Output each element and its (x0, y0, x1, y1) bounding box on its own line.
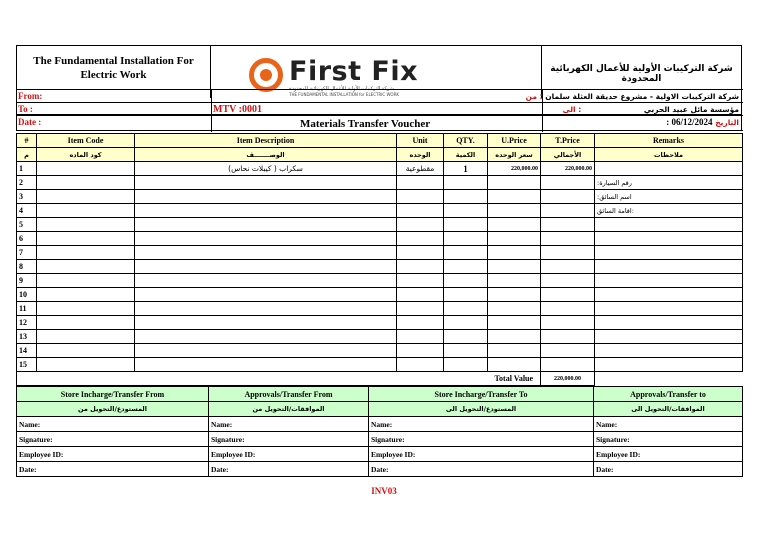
approvals-table (16, 386, 743, 477)
qty-cell (444, 176, 488, 190)
qty-cell: 1 (444, 162, 488, 176)
sign-field[interactable]: Date: (369, 462, 594, 477)
item-code-cell (37, 274, 135, 288)
uprice-cell (488, 344, 541, 358)
item-desc-cell (135, 358, 397, 372)
sign-row (17, 417, 743, 432)
item-code-cell (37, 358, 135, 372)
unit-cell (397, 204, 444, 218)
qty-cell (444, 358, 488, 372)
voucher-title: Materials Transfer Voucher (300, 118, 431, 130)
qty-cell (444, 330, 488, 344)
item-code-cell (37, 232, 135, 246)
item-code-cell (37, 246, 135, 260)
row-number: 6 (17, 232, 37, 246)
form-code: INV03 (371, 486, 397, 496)
tprice-cell (541, 232, 595, 246)
qty-cell (444, 218, 488, 232)
remarks-cell: اقامة السائق: (595, 204, 743, 218)
sign-field[interactable]: Date: (17, 462, 209, 477)
sign-field[interactable]: Name: (17, 417, 209, 432)
sign-field[interactable]: Employee ID: (594, 447, 743, 462)
unit-cell (397, 316, 444, 330)
sign-field[interactable]: Date: (594, 462, 743, 477)
uprice-cell (488, 232, 541, 246)
tprice-cell (541, 358, 595, 372)
qty-cell (444, 274, 488, 288)
unit-cell (397, 176, 444, 190)
store-from-head-ar: المستودع/التحويل من (17, 402, 209, 417)
sign-field[interactable]: Name: (369, 417, 594, 432)
tprice-cell: 220,000.00 (541, 162, 595, 176)
sign-field[interactable]: Employee ID: (369, 447, 594, 462)
row-number: 8 (17, 260, 37, 274)
item-desc-cell (135, 288, 397, 302)
table-row (17, 176, 743, 190)
logo-sub-en: THE FUNDAMENTAL INSTALLATION for ELECTRIC WORK (289, 92, 399, 97)
unit-cell (397, 246, 444, 260)
uprice-cell (488, 204, 541, 218)
col-head-uprice: U.Price (488, 134, 541, 148)
to-tag: : الى (562, 105, 582, 114)
col-head-tprice: T.Price (541, 134, 595, 148)
col-head-uprice-ar: سعر الوحده (488, 148, 541, 162)
item-code-cell (37, 162, 135, 176)
from-tag: : من (525, 92, 543, 101)
tprice-cell (541, 316, 595, 330)
header-row-ar (17, 148, 743, 162)
uprice-cell (488, 316, 541, 330)
remarks-cell (595, 232, 743, 246)
col-head-remarks: Remarks (595, 134, 743, 148)
table-row (17, 302, 743, 316)
col-head-code: Item Code (37, 134, 135, 148)
col-head-num-ar: م (17, 148, 37, 162)
unit-cell (397, 358, 444, 372)
qty-cell (444, 316, 488, 330)
table-row (17, 204, 743, 218)
item-desc-cell (135, 246, 397, 260)
tprice-cell (541, 302, 595, 316)
total-value: 220,000.00 (541, 372, 595, 386)
unit-cell (397, 190, 444, 204)
table-row (17, 330, 743, 344)
qty-cell (444, 288, 488, 302)
item-desc-cell (135, 302, 397, 316)
unit-cell (397, 302, 444, 316)
row-number: 15 (17, 358, 37, 372)
unit-cell: مقطوعية (397, 162, 444, 176)
tprice-cell (541, 204, 595, 218)
item-code-cell (37, 302, 135, 316)
table-row (17, 218, 743, 232)
unit-cell (397, 288, 444, 302)
remarks-cell (595, 274, 743, 288)
table-row (17, 260, 743, 274)
col-head-unit-ar: الوحده (397, 148, 444, 162)
uprice-cell (488, 176, 541, 190)
total-row (17, 372, 743, 386)
row-number: 12 (17, 316, 37, 330)
remarks-cell (595, 316, 743, 330)
date-label: Date : (18, 117, 42, 127)
approvals-to-head: Approvals/Transfer to (594, 387, 743, 402)
unit-cell (397, 260, 444, 274)
qty-cell (444, 232, 488, 246)
store-from-head: Store Incharge/Transfer From (17, 387, 209, 402)
tprice-cell (541, 218, 595, 232)
uprice-cell (488, 358, 541, 372)
items-table (16, 133, 743, 386)
item-desc-cell (135, 316, 397, 330)
remarks-cell: :رقم السيارة (595, 176, 743, 190)
sign-field[interactable]: Employee ID: (209, 447, 369, 462)
uprice-cell (488, 218, 541, 232)
table-row (17, 190, 743, 204)
tprice-cell (541, 288, 595, 302)
item-code-cell (37, 330, 135, 344)
table-row (17, 344, 743, 358)
sign-field[interactable]: Name: (209, 417, 369, 432)
item-desc-cell: سكراب ( كيبلات نحاس) (135, 162, 397, 176)
tprice-cell (541, 260, 595, 274)
remarks-cell (595, 162, 743, 176)
qty-cell (444, 246, 488, 260)
col-head-qty: QTY. (444, 134, 488, 148)
row-number: 2 (17, 176, 37, 190)
item-code-cell (37, 260, 135, 274)
col-head-desc-ar: الوصـــــــف (135, 148, 397, 162)
to-value: مؤسسة مائل عبيد الحربي (643, 105, 739, 114)
item-code-cell (37, 204, 135, 218)
sign-row (17, 432, 743, 447)
to-line (17, 102, 743, 115)
sign-field[interactable]: Signature: (369, 432, 594, 447)
row-number: 7 (17, 246, 37, 260)
item-desc-cell (135, 330, 397, 344)
sign-row (17, 447, 743, 462)
unit-cell (397, 274, 444, 288)
item-desc-cell (135, 218, 397, 232)
item-desc-cell (135, 176, 397, 190)
remarks-cell (595, 246, 743, 260)
sign-field[interactable]: Employee ID: (17, 447, 209, 462)
uprice-cell (488, 246, 541, 260)
approvals-to-head-ar: الموافقات/التحويل الى (594, 402, 743, 417)
approvals-head-ar (17, 402, 743, 417)
sign-field[interactable]: Signature: (594, 432, 743, 447)
row-number: 13 (17, 330, 37, 344)
table-row (17, 232, 743, 246)
col-head-desc: Item Description (135, 134, 397, 148)
item-desc-cell (135, 190, 397, 204)
table-row (17, 162, 743, 176)
table-row (17, 316, 743, 330)
uprice-cell (488, 260, 541, 274)
row-number: 1 (17, 162, 37, 176)
item-code-cell (37, 288, 135, 302)
unit-cell (397, 232, 444, 246)
uprice-cell (488, 302, 541, 316)
item-code-cell (37, 316, 135, 330)
qty-cell (444, 190, 488, 204)
date-value: 06/12/2024 : (666, 117, 713, 127)
uprice-cell (488, 330, 541, 344)
total-label: Total Value (488, 372, 541, 386)
logo-wordmark: First Fix (289, 56, 419, 87)
date-line (17, 115, 743, 131)
uprice-cell (488, 274, 541, 288)
item-code-cell (37, 190, 135, 204)
unit-cell (397, 344, 444, 358)
sign-field[interactable]: Signature: (17, 432, 209, 447)
row-number: 9 (17, 274, 37, 288)
approvals-from-head: Approvals/Transfer From (209, 387, 369, 402)
qty-cell (444, 204, 488, 218)
tprice-cell (541, 176, 595, 190)
unit-cell (397, 218, 444, 232)
remarks-cell (595, 344, 743, 358)
item-desc-cell (135, 232, 397, 246)
item-code-cell (37, 176, 135, 190)
tprice-cell (541, 246, 595, 260)
col-head-qty-ar: الكمية (444, 148, 488, 162)
remarks-cell (595, 288, 743, 302)
uprice-cell: 220,000.00 (488, 162, 541, 176)
sign-field[interactable]: Date: (209, 462, 369, 477)
remarks-cell (595, 358, 743, 372)
from-label: From: (18, 91, 43, 101)
uprice-cell (488, 288, 541, 302)
table-row (17, 358, 743, 372)
col-head-tprice-ar: الأجمالي (541, 148, 595, 162)
tprice-cell (541, 190, 595, 204)
item-desc-cell (135, 274, 397, 288)
unit-cell (397, 330, 444, 344)
store-to-head: Store Incharge/Transfer To (369, 387, 594, 402)
logo-ring-icon (249, 58, 283, 92)
item-desc-cell (135, 204, 397, 218)
qty-cell (444, 344, 488, 358)
remarks-cell (595, 218, 743, 232)
company-name-ar: شركة التركيبات الأولية للأعمال الكهربائية المحدودة (541, 46, 741, 98)
row-number: 4 (17, 204, 37, 218)
remarks-cell: :اسم السائق (595, 190, 743, 204)
approvals-head-en (17, 387, 743, 402)
item-code-cell (37, 218, 135, 232)
col-head-num: # (17, 134, 37, 148)
tprice-cell (541, 344, 595, 358)
from-value: شركة التركيبات الاولية - مشروع حديقة العثلة سلمان (545, 92, 739, 101)
voucher-sheet (16, 45, 742, 474)
qty-cell (444, 302, 488, 316)
sign-field[interactable]: Signature: (209, 432, 369, 447)
tprice-cell (541, 274, 595, 288)
to-label: To : (18, 104, 33, 114)
table-row (17, 246, 743, 260)
item-code-cell (37, 344, 135, 358)
col-head-code-ar: كود الماده (37, 148, 135, 162)
col-head-remarks-ar: ملاحظات (595, 148, 743, 162)
date-tag: التاريخ (715, 118, 739, 127)
header-row-en (17, 134, 743, 148)
col-head-unit: Unit (397, 134, 444, 148)
from-line (17, 89, 743, 102)
remarks-cell (595, 302, 743, 316)
row-number: 10 (17, 288, 37, 302)
company-name-en: The Fundamental Installation For Electric Work (17, 46, 211, 98)
uprice-cell (488, 190, 541, 204)
row-number: 5 (17, 218, 37, 232)
row-number: 14 (17, 344, 37, 358)
mtv-number: MTV :0001 (213, 104, 262, 115)
item-desc-cell (135, 260, 397, 274)
remarks-cell (595, 330, 743, 344)
remarks-cell (595, 260, 743, 274)
row-number: 3 (17, 190, 37, 204)
sign-field[interactable]: Name: (594, 417, 743, 432)
logo-sub-ar: شركة التركيبات الأولية للأعمال الكهربائية المحدودة (289, 86, 394, 92)
tprice-cell (541, 330, 595, 344)
item-desc-cell (135, 344, 397, 358)
meta-block (16, 89, 742, 131)
sign-row (17, 462, 743, 477)
table-row (17, 274, 743, 288)
store-to-head-ar: المستودع/التحويل الى (369, 402, 594, 417)
table-row (17, 288, 743, 302)
approvals-from-head-ar: الموافقات/التحويل من (209, 402, 369, 417)
qty-cell (444, 260, 488, 274)
row-number: 11 (17, 302, 37, 316)
